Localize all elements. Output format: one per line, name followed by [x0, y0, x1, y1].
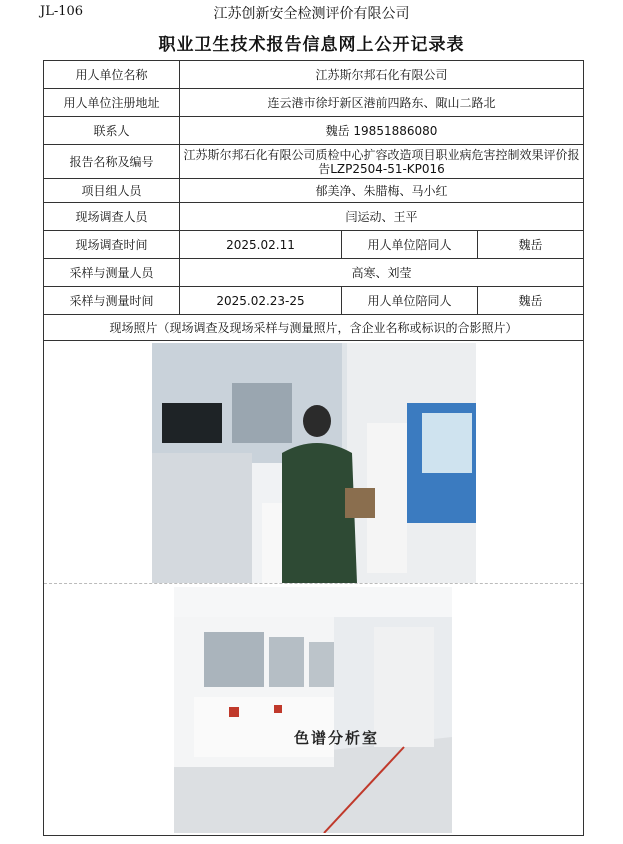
form-title: 职业卫生技术报告信息网上公开记录表: [158, 35, 465, 55]
document-code: JL-106: [40, 4, 84, 19]
row-investigators: [44, 203, 584, 231]
escort2-label: 用人单位陪同人: [342, 287, 478, 315]
sampling-time-label: 采样与测量时间: [44, 287, 180, 315]
photo-caption: 色谱分析室: [294, 729, 380, 747]
employer-address-label: 用人单位注册地址: [44, 89, 180, 117]
row-report: [44, 145, 584, 179]
photos-cell: [44, 341, 584, 836]
disclosure-table: [43, 60, 584, 836]
photo-divider: [44, 583, 583, 584]
investigation-time-label: 现场调查时间: [44, 231, 180, 259]
samplers-label: 采样与测量人员: [44, 259, 180, 287]
team-value: 郁美净、朱腊梅、马小红: [180, 179, 584, 203]
row-team: [44, 179, 584, 203]
team-label: 项目组人员: [44, 179, 180, 203]
employer-name-value: 江苏斯尔邦石化有限公司: [180, 61, 584, 89]
company-name: 江苏创新安全检测评价有限公司: [213, 6, 410, 22]
row-employer-name: [44, 61, 584, 89]
report-value: 江苏斯尔邦石化有限公司质检中心扩容改造项目职业病危害控制效果评价报告LZP2504-51-KP016: [180, 145, 584, 179]
employer-address-value: 连云港市徐圩新区港前四路东、陬山二路北: [180, 89, 584, 117]
photos-label: 现场照片（现场调查及现场采样与测量照片，含企业名称或标识的合影照片）: [44, 315, 584, 341]
row-investigation-time: [44, 231, 584, 259]
samplers-value: 高寒、刘莹: [180, 259, 584, 287]
contact-value: 魏岳 19851886080: [180, 117, 584, 145]
investigators-label: 现场调查人员: [44, 203, 180, 231]
row-photos-label: [44, 315, 584, 341]
row-sampling-time: [44, 287, 584, 315]
escort-value: 魏岳: [478, 231, 584, 259]
investigators-value: 闫运动、王平: [180, 203, 584, 231]
site-photo-2: [174, 587, 452, 833]
report-label: 报告名称及编号: [44, 145, 180, 179]
investigation-time-value: 2025.02.11: [180, 231, 342, 259]
row-contact: [44, 117, 584, 145]
site-photo-1: [152, 343, 476, 583]
escort-label: 用人单位陪同人: [342, 231, 478, 259]
contact-label: 联系人: [44, 117, 180, 145]
escort2-value: 魏岳: [478, 287, 584, 315]
row-photos: [44, 341, 584, 836]
row-samplers: [44, 259, 584, 287]
sampling-time-value: 2025.02.23-25: [180, 287, 342, 315]
employer-name-label: 用人单位名称: [44, 61, 180, 89]
row-employer-address: [44, 89, 584, 117]
